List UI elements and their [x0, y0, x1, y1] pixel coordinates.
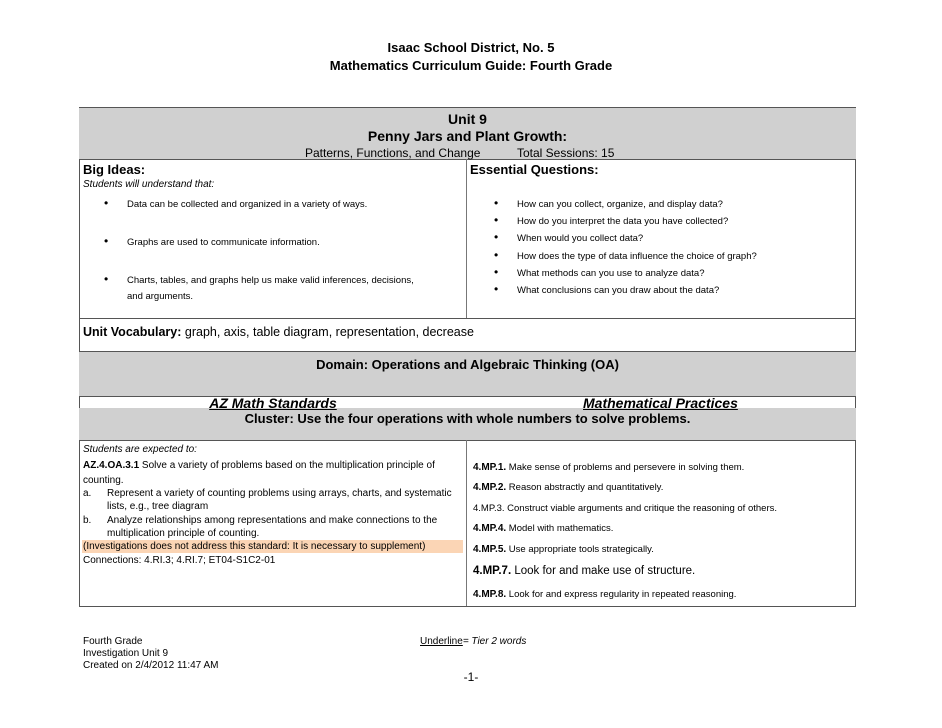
district-title: Isaac School District, No. 5 — [387, 40, 555, 55]
vocabulary-label: Unit Vocabulary: — [83, 325, 182, 339]
practice-8: 4.MP.8. Look for and express regularity in repeated reasoning. — [473, 589, 737, 600]
item-b-marker: b. — [83, 515, 92, 526]
question-2: How do you interpret the data you have collected? — [517, 216, 729, 227]
standards-intro: Students are expected to: — [83, 444, 197, 455]
guide-title: Mathematics Curriculum Guide: Fourth Grade — [329, 58, 613, 73]
question-6: What conclusions can you draw about the data? — [517, 285, 720, 296]
underline-word: Underline — [420, 636, 463, 647]
big-idea-3: Charts, tables, and graphs help us make valid inferences, decisions, — [127, 275, 414, 286]
question-3: When would you collect data? — [517, 233, 644, 244]
supplement-note: (Investigations does not address this standard: It is necessary to supplement) — [83, 541, 426, 552]
big-ideas-label: Big Ideas: — [83, 162, 146, 177]
unit-subtitle: Patterns, Functions, and Change — [305, 146, 481, 160]
bullet-icon: • — [494, 213, 499, 227]
item-a-marker: a. — [83, 488, 92, 499]
practice-7: 4.MP.7. Look for and make use of structure. — [473, 565, 696, 577]
total-sessions: Total Sessions: 15 — [517, 146, 615, 160]
bullet-icon: • — [494, 230, 499, 244]
bullet-icon: • — [494, 196, 499, 210]
connections: Connections: 4.RI.3; 4.RI.7; ET04-S1C2-01 — [83, 555, 276, 566]
essential-questions-label: Essential Questions: — [470, 162, 599, 177]
big-ideas-intro: Students will understand that: — [83, 179, 215, 190]
footer-created: Created on 2/4/2012 11:47 AM — [83, 660, 219, 671]
item-a-text: Represent a variety of counting problems using arrays, charts, and systematic — [107, 488, 452, 499]
standards-header: AZ Math Standards — [209, 395, 337, 411]
question-4: How does the type of data influence the choice of graph? — [517, 251, 757, 262]
standard-text-cont: counting. — [83, 475, 124, 486]
bullet-icon: • — [494, 265, 499, 279]
bullet-icon: • — [104, 234, 109, 248]
practice-2: 4.MP.2. Reason abstractly and quantitatively. — [473, 482, 664, 493]
bullet-icon: • — [104, 272, 109, 286]
item-b-text-cont: multiplication principle of counting. — [107, 528, 260, 539]
question-1: How can you collect, organize, and display data? — [517, 199, 723, 210]
big-idea-2: Graphs are used to communicate information. — [127, 237, 320, 248]
practice-3: 4.MP.3. Construct viable arguments and critique the reasoning of others. — [473, 503, 777, 514]
cluster-title: Cluster: Use the four operations with whole numbers to solve problems. — [244, 411, 691, 426]
vocabulary-terms: graph, axis, table diagram, representation, decrease — [181, 325, 474, 339]
practices-header: Mathematical Practices — [583, 395, 738, 411]
unit-vocabulary — [83, 325, 474, 339]
standard-line — [83, 460, 435, 471]
bullet-icon: • — [104, 196, 109, 210]
standard-text: Solve a variety of problems based on the multiplication principle of — [139, 460, 435, 471]
bullet-icon: • — [494, 282, 499, 296]
footer-investigation: Investigation Unit 9 — [83, 648, 169, 659]
unit-title: Penny Jars and Plant Growth: — [367, 128, 568, 144]
practice-4: 4.MP.4. Model with mathematics. — [473, 523, 614, 534]
practice-1: 4.MP.1. Make sense of problems and persevere in solving them. — [473, 462, 745, 473]
practice-5: 4.MP.5. Use appropriate tools strategically. — [473, 544, 654, 555]
page-number: -1- — [463, 670, 479, 684]
bullet-icon: • — [494, 248, 499, 262]
unit-number: Unit 9 — [448, 111, 487, 127]
big-idea-3-cont: and arguments. — [127, 291, 194, 302]
standard-code: AZ.4.OA.3.1 — [83, 460, 140, 471]
item-a-text-cont: lists, e.g., tree diagram — [107, 501, 209, 512]
item-b-text: Analyze relationships among representations and make connections to the — [107, 515, 438, 526]
question-5: What methods can you use to analyze data? — [517, 268, 705, 279]
domain-title: Domain: Operations and Algebraic Thinking (OA) — [316, 357, 619, 372]
tier-legend — [420, 636, 526, 647]
footer-grade: Fourth Grade — [83, 636, 143, 647]
big-idea-1: Data can be collected and organized in a variety of ways. — [127, 199, 368, 210]
tier-text: = Tier 2 words — [462, 636, 527, 647]
